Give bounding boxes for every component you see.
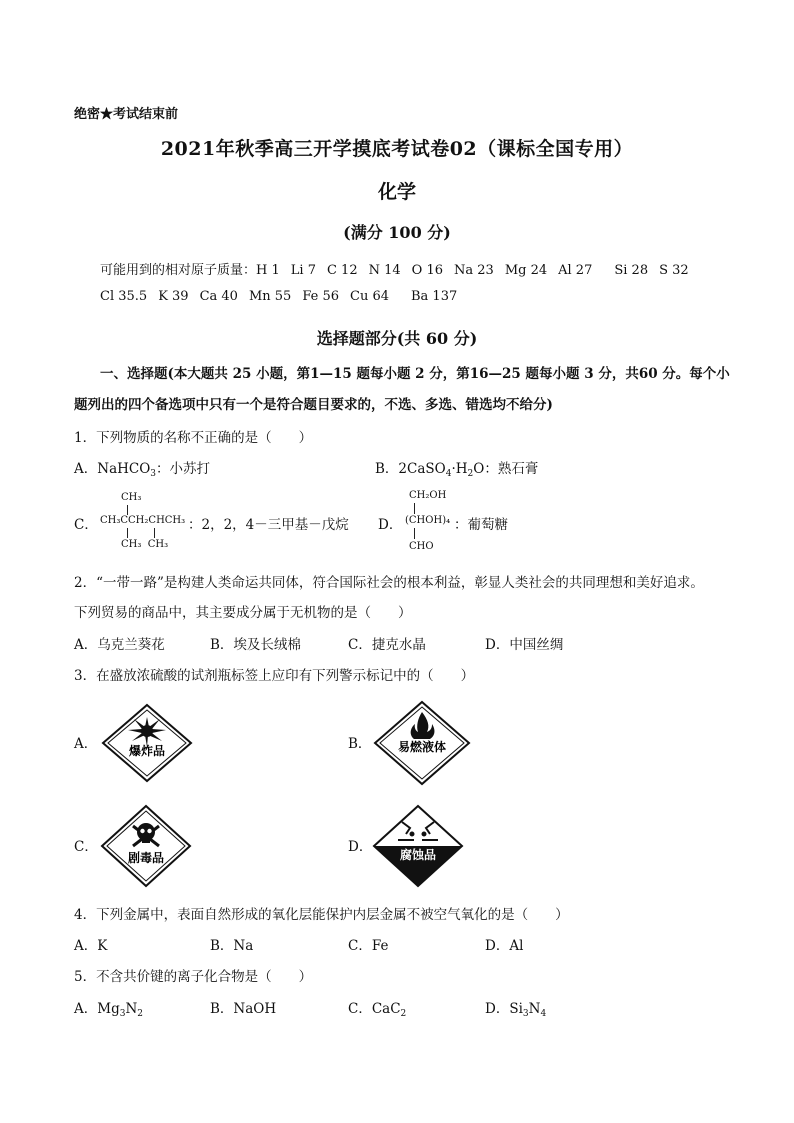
mass-cl: Cl 35.5 <box>100 289 148 304</box>
instructions-line-1: 一、选择题(本大题共 25 小题，第1—15 题每小题 2 分，第16—25 题每小题 3 分，共60 分。每个小 <box>100 366 730 382</box>
q1-d-name: ：葡萄糖 <box>454 517 508 533</box>
q2-option-d: D．中国丝绸 <box>485 637 564 653</box>
atomic-mass-intro: 可能用到的相对原子质量： <box>100 263 257 278</box>
q1-c-main-chain: CH₃CCH₂CHCH₃ <box>100 515 186 526</box>
q1-c-label: C． <box>74 517 98 533</box>
q1-c-bottom-groups: CH₃ CH₃ <box>121 539 169 550</box>
mass-h: H 1 <box>256 263 280 278</box>
q2-option-b: B．埃及长绒棉 <box>210 637 301 653</box>
q1-c-name: ：2，2，4－三甲基－戊烷 <box>188 517 349 533</box>
atomic-mass-line-1 <box>100 259 700 278</box>
q3-d-label: D． <box>348 839 373 855</box>
mass-n: N 14 <box>368 263 401 278</box>
full-score: (满分 100 分) <box>343 223 451 242</box>
mass-al: Al 27 <box>558 263 593 278</box>
explosive-hazard-sign <box>100 703 194 783</box>
q4-option-a: A．K <box>74 938 108 954</box>
q1-d-bond-bottom <box>414 528 415 539</box>
q5-d-sub1: 3 <box>522 1009 529 1019</box>
q1-option-b <box>375 457 538 479</box>
q1-c-bond-bottom-1 <box>127 528 128 538</box>
q5-c-label: C．CaC <box>348 1001 401 1017</box>
q5-option-d <box>485 997 546 1019</box>
q1-b-label: B． <box>375 461 399 477</box>
q4-stem: 4．下列金属中，表面自然形成的氧化层能保护内层金属不被空气氧化的是（ ） <box>74 907 569 923</box>
q3-c-label: C． <box>74 839 98 855</box>
q2-stem-line-1: 2．“一带一路”是构建人类命运共同体，符合国际社会的根本利益，彰显人类社会的共同理想和美好追求。 <box>74 575 704 591</box>
exam-title: 2021年秋季高三开学摸底考试卷02（课标全国专用） <box>160 138 634 160</box>
q2-option-c: C．捷克水晶 <box>348 637 426 653</box>
q5-stem: 5．不含共价键的离子化合物是（ ） <box>74 969 313 985</box>
q1-a-formula: NaHCO <box>97 461 151 477</box>
flammable-liquid-sign <box>372 700 472 786</box>
subject-title: 化学 <box>377 181 416 203</box>
q1-d-bond-top <box>414 503 415 514</box>
corrosive-sign-text: 腐蚀品 <box>399 848 437 862</box>
q1-d-bottom-group: CHO <box>409 541 434 552</box>
mass-mg: Mg 24 <box>504 263 548 278</box>
q1-b-sub1: 4 <box>445 469 452 479</box>
mass-s: S 32 <box>659 263 689 278</box>
toxic-hazard-sign <box>100 804 192 888</box>
mass-mn: Mn 55 <box>248 289 292 304</box>
section-title: 选择题部分(共 60 分) <box>316 329 478 348</box>
q1-d-top-group: CH₂OH <box>409 490 447 501</box>
q2-option-a: A．乌克兰葵花 <box>74 637 165 653</box>
mass-ba: Ba 137 <box>411 289 458 304</box>
q1-a-name: ：小苏打 <box>156 461 211 477</box>
q1-b-formula-b: ·H <box>451 461 468 477</box>
q3-b-label: B． <box>348 736 372 752</box>
q1-option-a <box>74 457 210 479</box>
q1-c-bond-top <box>127 505 128 515</box>
mass-li: Li 7 <box>290 263 316 278</box>
q2-stem-line-2: 下列贸易的商品中，其主要成分属于无机物的是（ ） <box>74 605 412 621</box>
mass-o: O 16 <box>411 263 443 278</box>
q4-option-b: B．Na <box>210 938 254 954</box>
instructions-line-2: 题列出的四个备选项中只有一个是符合题目要求的，不选、多选、错选均不给分) <box>74 397 553 413</box>
mass-na: Na 23 <box>454 263 494 278</box>
q1-b-formula-c: O：熟石膏 <box>473 461 539 477</box>
mass-k: K 39 <box>158 289 189 304</box>
q4-option-c: C．Fe <box>348 938 389 954</box>
q1-a-label: A． <box>74 461 98 477</box>
q5-a-mid: N <box>125 1001 138 1017</box>
q3-stem: 3．在盛放浓硫酸的试剂瓶标签上应印有下列警示标记中的（ ） <box>74 668 475 684</box>
q5-option-a <box>74 997 143 1019</box>
q4-option-d: D．Al <box>485 938 524 954</box>
q1-c-bond-bottom-2 <box>154 528 155 538</box>
q1-d-label: D． <box>378 517 403 533</box>
corrosive-hazard-sign <box>372 804 464 888</box>
q5-a-sub2: 2 <box>137 1009 143 1019</box>
q5-d-label: D．Si <box>485 1001 523 1017</box>
confidential-note: 绝密★考试结束前 <box>74 107 179 122</box>
q1-b-sub2: 2 <box>467 469 474 479</box>
q5-option-b: B．NaOH <box>210 1001 277 1017</box>
flammable-sign-text: 易燃液体 <box>397 740 447 754</box>
q5-a-label: A．Mg <box>74 1001 120 1017</box>
q1-b-formula-a: 2CaSO <box>398 461 446 477</box>
mass-si: Si 28 <box>614 263 649 278</box>
q1-stem: 1．下列物质的名称不正确的是（ ） <box>74 430 313 446</box>
mass-cu: Cu 64 <box>350 289 389 304</box>
q3-a-label: A． <box>74 736 98 752</box>
mass-c: C 12 <box>326 263 358 278</box>
toxic-sign-text: 剧毒品 <box>127 851 165 865</box>
q1-c-top-group: CH₃ <box>121 492 142 503</box>
q1-a-sub: 3 <box>150 469 157 479</box>
q5-a-sub1: 3 <box>119 1009 126 1019</box>
q5-option-c <box>348 997 406 1019</box>
explosive-sign-text: 爆炸品 <box>128 744 166 758</box>
mass-ca: Ca 40 <box>199 289 238 304</box>
q1-d-mid-group: (CHOH)₄ <box>405 515 451 526</box>
q5-c-sub: 2 <box>400 1009 407 1019</box>
q5-d-sub2: 4 <box>540 1009 547 1019</box>
q5-d-mid: N <box>528 1001 541 1017</box>
mass-fe: Fe 56 <box>302 289 339 304</box>
atomic-mass-line-2 <box>100 289 468 304</box>
